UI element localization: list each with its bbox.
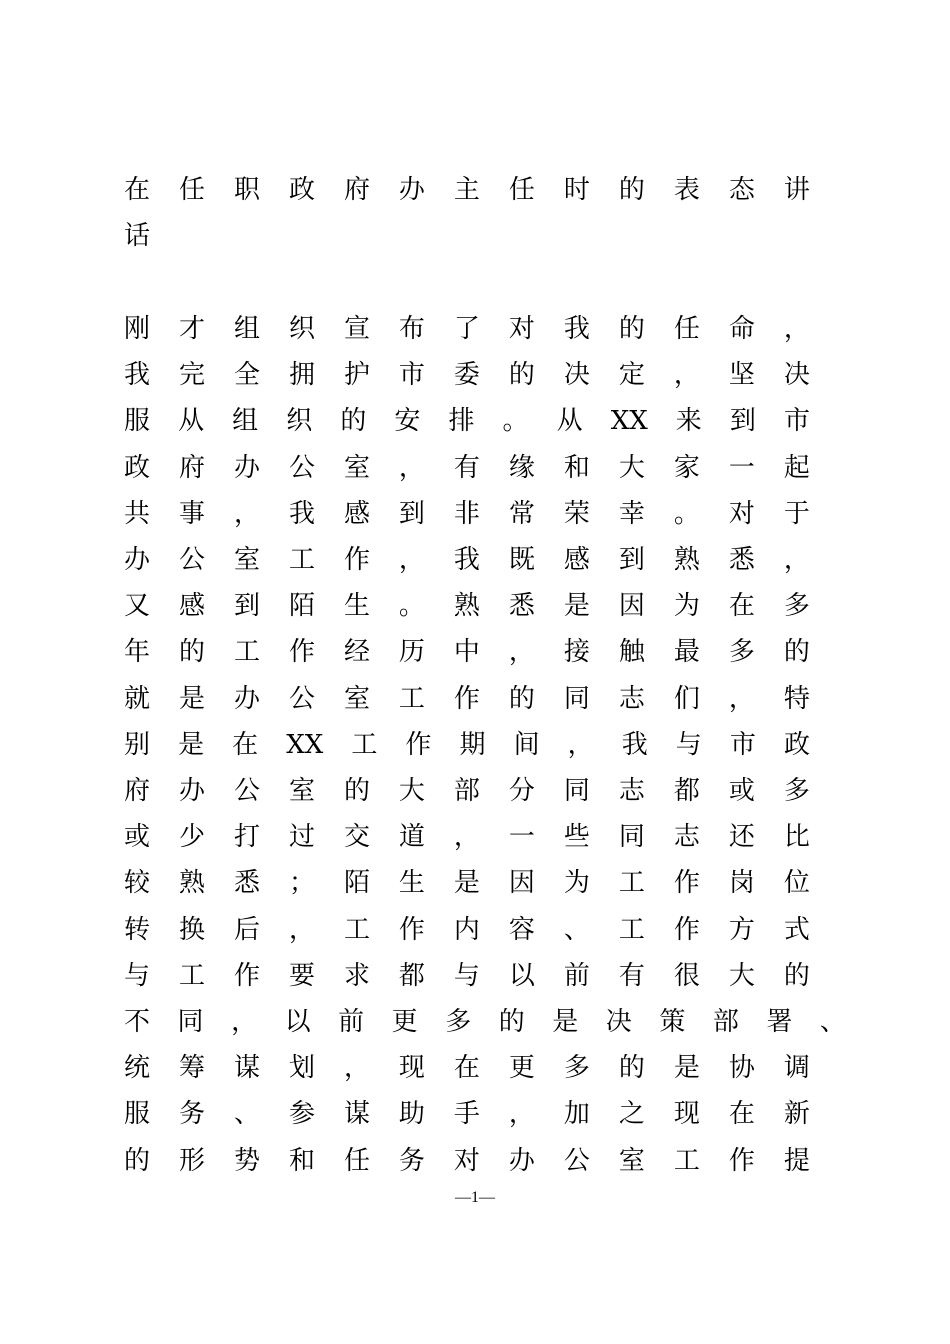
text-line: 转 换 后 ， 工 作 内 容 、 工 作 方 式 bbox=[124, 915, 810, 945]
text-line: 府 办 公 室 的 大 部 分 同 志 都 或 多 bbox=[124, 776, 810, 806]
text-line: 共 事 ， 我 感 到 非 常 荣 幸 。 对 于 bbox=[124, 499, 810, 529]
text-line: 话 bbox=[124, 221, 151, 251]
text-line: 的 形 势 和 任 务 对 办 公 室 工 作 提 bbox=[124, 1146, 810, 1176]
text-line: 服 从 组 织 的 安 排 。 从 XX 来 到 市 bbox=[124, 406, 810, 436]
text-line: 我 完 全 拥 护 市 委 的 决 定 ， 坚 决 bbox=[124, 360, 810, 390]
text-line: 政 府 办 公 室 ， 有 缘 和 大 家 一 起 bbox=[124, 453, 810, 483]
text-line: 服 务 、 参 谋 助 手 ， 加 之 现 在 新 bbox=[124, 1099, 810, 1129]
text-line: 与 工 作 要 求 都 与 以 前 有 很 大 的 bbox=[124, 961, 810, 991]
text-line: 或 少 打 过 交 道 ， 一 些 同 志 还 比 bbox=[124, 822, 810, 852]
text-line: 别 是 在 XX 工 作 期 间 ， 我 与 市 政 bbox=[124, 730, 810, 760]
text-line: 统 筹 谋 划 ， 现 在 更 多 的 是 协 调 bbox=[124, 1053, 810, 1083]
text-line: 较 熟 悉 ； 陌 生 是 因 为 工 作 岗 位 bbox=[124, 868, 810, 898]
page-number: —1— bbox=[455, 1189, 495, 1206]
text-line: 年 的 工 作 经 历 中 ， 接 触 最 多 的 bbox=[124, 637, 810, 667]
text-line: 不 同 ， 以 前 更 多 的 是 决 策 部 署 、 bbox=[124, 1007, 846, 1037]
text-line: 在 任 职 政 府 办 主 任 时 的 表 态 讲 bbox=[124, 175, 810, 205]
text-line: 就 是 办 公 室 工 作 的 同 志 们 ， 特 bbox=[124, 684, 810, 714]
text-line: 办 公 室 工 作 ， 我 既 感 到 熟 悉 ， bbox=[124, 545, 810, 575]
text-line: 刚 才 组 织 宣 布 了 对 我 的 任 命 ， bbox=[124, 314, 810, 344]
text-line: 又 感 到 陌 生 。 熟 悉 是 因 为 在 多 bbox=[124, 591, 810, 621]
